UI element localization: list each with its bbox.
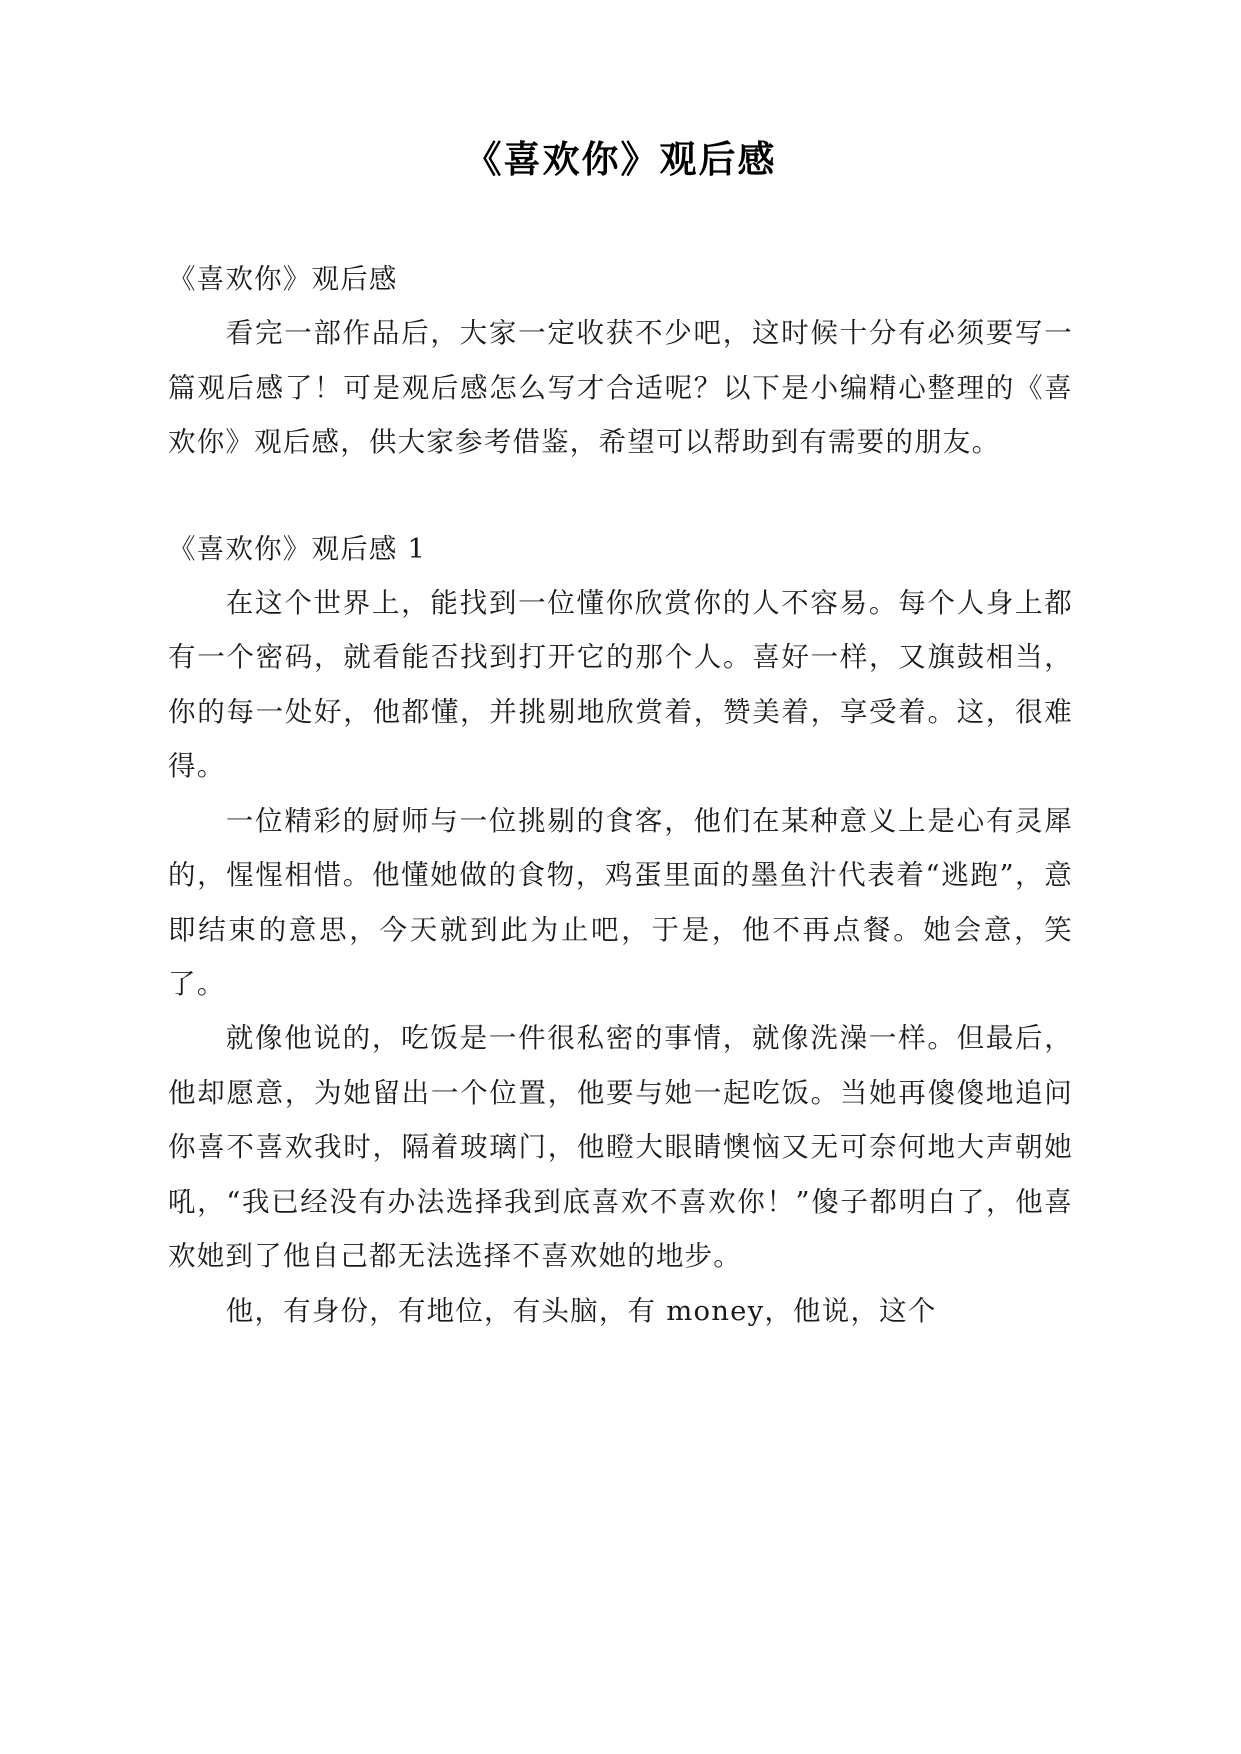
paragraph-section-1-para-3: 就像他说的，吃饭是一件很私密的事情，就像洗澡一样。但最后，他却愿意，为她留出一个位置，他要与她一起吃饭。当她再傻傻地追问你喜不喜欢我时，隔着玻璃门，他瞪大眼睛懊恼又无可奈何地大声朝她吼，“我已经没有办法选择我到底喜欢不喜欢你！”傻子都明白了，他喜欢她到了他自己都无法选择不喜欢她的地步。	[168, 1022, 1073, 1273]
paragraph-intro: 看完一部作品后，大家一定收获不少吧，这时候十分有必须要写一篇观后感了！可是观后感怎么写才合适呢？以下是小编精心整理的《喜欢你》观后感，供大家参考借鉴，希望可以帮助到有需要的朋友。	[168, 317, 1073, 459]
paragraph-section-1-para-2: 一位精彩的厨师与一位挑剔的食客，他们在某种意义上是心有灵犀的，惺惺相惜。他懂她做的食物，鸡蛋里面的墨鱼汁代表着“逃跑”，意即结束的意思，今天就到此为止吧，于是，他不再点餐。她会意，笑了。	[168, 804, 1073, 1001]
document-body	[168, 252, 1073, 1378]
paragraph-section-1-heading: 《喜欢你》观后感 1	[168, 532, 427, 565]
page-title: 《喜欢你》观后感	[464, 138, 777, 181]
paragraph-section-1-para-4: 他，有身份，有地位，有头脑，有 money，他说，这个	[225, 1294, 937, 1327]
paragraph-heading-repeat: 《喜欢你》观后感	[168, 262, 398, 295]
document-content	[168, 0, 1073, 1378]
page-bottom-spacer	[168, 1338, 1073, 1378]
paragraph-section-1-para-1: 在这个世界上，能找到一位懂你欣赏你的人不容易。每个人身上都有一个密码，就看能否找到打开它的那个人。喜好一样，又旗鼓相当，你的每一处好，他都懂，并挑剔地欣赏着，赞美着，享受着。这，很难得。	[168, 586, 1073, 783]
